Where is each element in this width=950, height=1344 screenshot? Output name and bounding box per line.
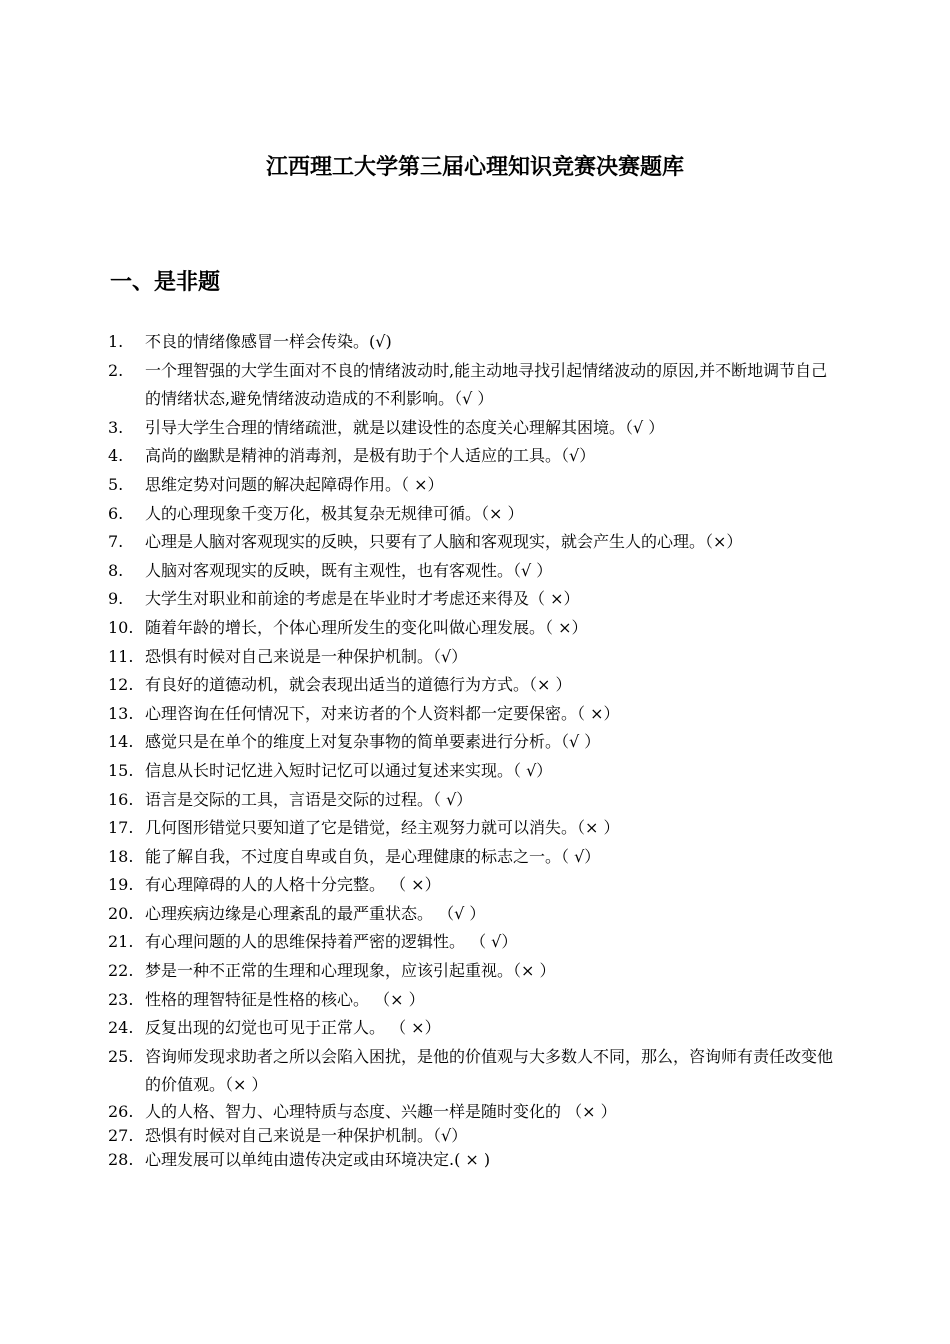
page-title: 江西理工大学第三届心理知识竞赛决赛题库 bbox=[265, 155, 684, 180]
question-item bbox=[108, 814, 838, 843]
question-number: 12. bbox=[108, 675, 134, 695]
question-item bbox=[108, 528, 838, 557]
question-text: 感觉只是在单个的维度上对复杂事物的简单要素进行分析。（√ ） bbox=[145, 732, 601, 752]
question-number: 20. bbox=[108, 903, 134, 923]
question-item bbox=[108, 643, 838, 672]
question-text: 随着年龄的增长，个体心理所发生的变化叫做心理发展。（ ×） bbox=[145, 617, 588, 637]
question-text: 有心理障碍的人的人格十分完整。 （ ×） bbox=[145, 875, 441, 895]
question-number: 18. bbox=[108, 846, 134, 866]
question-number: 14. bbox=[108, 732, 134, 752]
question-item bbox=[108, 957, 838, 986]
question-text: 反复出现的幻觉也可见于正常人。 （ ×） bbox=[145, 1018, 441, 1038]
question-number: 4. bbox=[108, 446, 124, 466]
question-item bbox=[108, 1043, 838, 1100]
question-number: 5. bbox=[108, 474, 124, 494]
question-number: 7. bbox=[108, 532, 124, 552]
question-text: 恐惧有时候对自己来说是一种保护机制。（√） bbox=[145, 1126, 468, 1146]
question-number: 10. bbox=[108, 617, 134, 637]
question-text: 人的人格、智力、心理特质与态度、兴趣一样是随时变化的 （× ） bbox=[145, 1102, 617, 1122]
question-text: 人脑对客观现实的反映，既有主观性，也有客观性。（√ ） bbox=[145, 560, 553, 580]
question-item bbox=[108, 728, 838, 757]
question-number: 24. bbox=[108, 1018, 134, 1038]
question-list bbox=[108, 328, 838, 1172]
question-item bbox=[108, 357, 838, 414]
question-item bbox=[108, 442, 838, 471]
question-text: 心理是人脑对客观现实的反映，只要有了人脑和客观现实，就会产生人的心理。（×） bbox=[145, 532, 743, 552]
question-item bbox=[108, 414, 838, 443]
question-number: 21. bbox=[108, 932, 134, 952]
question-number: 17. bbox=[108, 818, 134, 838]
question-item bbox=[108, 1100, 838, 1124]
question-text: 信息从长时记忆进入短时记忆可以通过复述来实现。（ √） bbox=[145, 760, 553, 780]
question-text: 性格的理智特征是性格的核心。 （× ） bbox=[145, 989, 425, 1009]
question-number: 6. bbox=[108, 503, 124, 523]
question-text: 语言是交际的工具，言语是交际的过程。（ √） bbox=[145, 789, 473, 809]
question-text: 梦是一种不正常的生理和心理现象，应该引起重视。（× ） bbox=[145, 961, 556, 981]
question-number: 28. bbox=[108, 1150, 134, 1170]
question-text: 心理发展可以单纯由遗传决定或由环境决定.( × ) bbox=[145, 1150, 491, 1170]
question-item bbox=[108, 557, 838, 586]
question-number: 8. bbox=[108, 560, 124, 580]
question-item bbox=[108, 614, 838, 643]
question-text: 思维定势对问题的解决起障碍作用。（ ×） bbox=[145, 474, 444, 494]
question-item bbox=[108, 1124, 838, 1148]
question-number: 13. bbox=[108, 703, 134, 723]
question-item bbox=[108, 1014, 838, 1043]
question-item bbox=[108, 986, 838, 1015]
question-text: 心理疾病边缘是心理紊乱的最严重状态。 （√ ） bbox=[145, 903, 486, 923]
question-text: 有良好的道德动机，就会表现出适当的道德行为方式。（× ） bbox=[145, 675, 572, 695]
question-text: 一个理智强的大学生面对不良的情绪波动时,能主动地寻找引起情绪波动的原因,并不断地调节自己的情绪状态,避免情绪波动造成的不利影响。（√ ） bbox=[145, 360, 828, 409]
question-text: 不良的情绪像感冒一样会传染。(√) bbox=[145, 332, 392, 351]
question-item bbox=[108, 671, 838, 700]
question-text: 引导大学生合理的情绪疏泄，就是以建设性的态度关心理解其困境。（√ ） bbox=[145, 417, 665, 437]
question-item bbox=[108, 700, 838, 729]
question-number: 2. bbox=[108, 360, 124, 380]
question-number: 9. bbox=[108, 589, 124, 609]
question-number: 26. bbox=[108, 1102, 134, 1122]
question-number: 1. bbox=[108, 332, 124, 351]
question-item bbox=[108, 786, 838, 815]
question-item bbox=[108, 471, 838, 500]
question-text: 有心理问题的人的思维保持着严密的逻辑性。 （ √） bbox=[145, 932, 518, 952]
question-text: 心理咨询在任何情况下，对来访者的个人资料都一定要保密。（ ×） bbox=[145, 703, 620, 723]
question-number: 19. bbox=[108, 875, 134, 895]
question-number: 15. bbox=[108, 760, 134, 780]
question-text: 大学生对职业和前途的考虑是在毕业时才考虑还来得及（ ×） bbox=[145, 589, 580, 609]
question-item bbox=[108, 757, 838, 786]
question-item bbox=[108, 585, 838, 614]
question-number: 11. bbox=[108, 646, 134, 666]
question-text: 咨询师发现求助者之所以会陷入困扰，是他的价值观与大多数人不同，那么，咨询师有责任改变他的价值观。（× ） bbox=[145, 1046, 834, 1095]
question-item bbox=[108, 328, 838, 357]
section-heading: 一、是非题 bbox=[110, 270, 221, 295]
question-text: 能了解自我，不过度自卑或自负，是心理健康的标志之一。（ √） bbox=[145, 846, 601, 866]
question-item bbox=[108, 928, 838, 957]
question-text: 人的心理现象千变万化，极其复杂无规律可循。（× ） bbox=[145, 503, 524, 523]
question-number: 23. bbox=[108, 989, 134, 1009]
question-item bbox=[108, 900, 838, 929]
question-number: 27. bbox=[108, 1126, 134, 1146]
question-item bbox=[108, 871, 838, 900]
question-text: 几何图形错觉只要知道了它是错觉，经主观努力就可以消失。（× ） bbox=[145, 818, 620, 838]
question-number: 3. bbox=[108, 417, 124, 437]
question-item bbox=[108, 1148, 838, 1172]
question-number: 16. bbox=[108, 789, 134, 809]
question-item bbox=[108, 843, 838, 872]
question-number: 25. bbox=[108, 1046, 134, 1066]
question-text: 恐惧有时候对自己来说是一种保护机制。（√） bbox=[145, 646, 468, 666]
question-item bbox=[108, 500, 838, 529]
question-text: 高尚的幽默是精神的消毒剂，是极有助于个人适应的工具。（√） bbox=[145, 446, 596, 466]
question-number: 22. bbox=[108, 961, 134, 981]
